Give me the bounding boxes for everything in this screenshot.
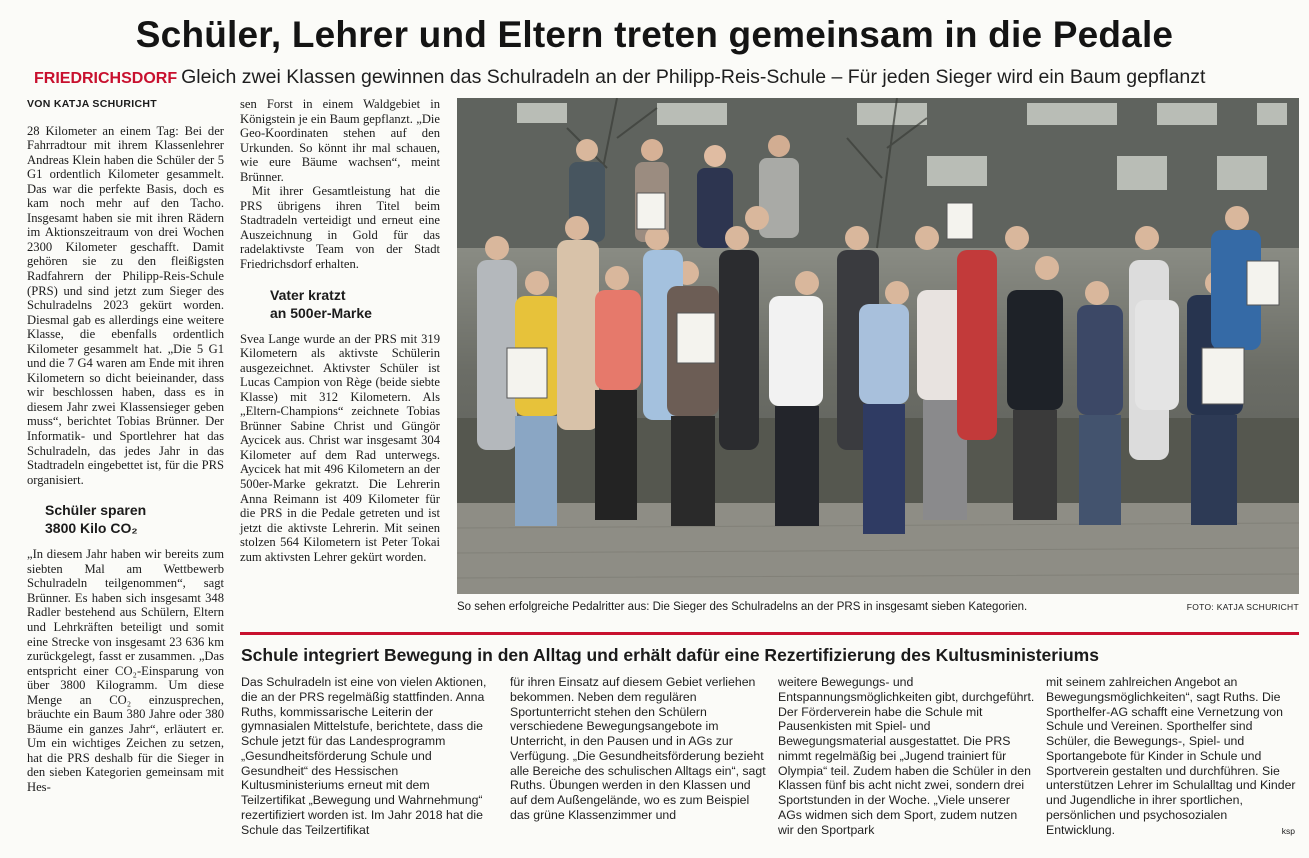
photo-credit: FOTO: KATJA SCHURICHT [1186, 602, 1299, 612]
subheading-line: Vater kratzt [270, 286, 346, 303]
paragraph: Mit ihrer Gesamtleistung hat die PRS übrigens ihren Titel beim Stadtradeln verteidigt und erneut eine Auszeichnung in Gold für das radelaktivste Team von der Stadt Friedrichsdorf erhalten. [240, 184, 440, 272]
article-column-1 [27, 97, 224, 795]
subheadline-text: Gleich zwei Klassen gewinnen das Schulradeln an der Philipp-Reis-Schule – Für jeden Sieger wird ein Baum gepflanzt [181, 66, 1206, 88]
subheadline [34, 66, 1304, 89]
photo-caption: So sehen erfolgreiche Pedalritter aus: Die Sieger des Schulradelns an der PRS in insgesamt sieben Kategorien. [457, 601, 1028, 613]
paragraph: „In diesem Jahr haben wir bereits zum siebten Mal am Wettbewerb Schulradeln teilgenommen“, sagt Brünner. Es haben sich insgesamt 348 Radler bestehend aus Schülern, Eltern und Lehrkräften beteiligt und somit eine Strecke von insgesamt 23 636 km zurückgelegt, fasst er zusammen. „Das entspricht einer CO₂-Einsparung von über 3800 Kilogramm. Um diese Menge an CO₂ einzusprechen, bräuchte ein Baum 380 Jahre oder 380 Bäume ein ganzes Jahr“, erläutert er. Um ein wichtiges Zeichen zu setzen, hat die PRS deshalb für die Sieger in den sieben Kategorien gemeinsam mit Hes- [27, 547, 224, 794]
paragraph: Das Schulradeln ist eine von vielen Aktionen, die an der PRS regelmäßig stattfinden. Anna Ruths, kommissarische Leiterin der gymnasialen Mittelstufe, berichtete, dass die Schule jetzt für das Landesprogramm „Gesundheitsförderung Schule und Gesundheit“ des Hessischen Kultusministeriums erneut mit dem Teilzertifikat „Bewegung und Wahrnehmung“ rezertifiziert worden ist. Im Jahr 2018 hat die Schule das Teilzertifikat [241, 675, 487, 837]
group-photo-illustration [457, 98, 1299, 594]
subheading [45, 501, 224, 537]
article-column-2 [240, 97, 440, 564]
paragraph: Svea Lange wurde an der PRS mit 319 Kilometern als aktivste Schülerin ausgezeichnet. Aktivster Schüler ist Lucas Campion von Rège (beide siebte Klasse) mit 312 Kilometern. Als „Eltern-Champions“ zeichnete Tobias Brünner Sabine Christ und Güngör Aycicek aus. Christ war insgesamt 304 Kilometer auf dem Rad unterwegs. Aycicek hat mit 496 Kilometern an der 500er-Marke gekratzt. Die Lehrerin Anna Reimann ist 409 Kilometer für die PRS in die Pedale getreten und ist jetzt die aktivste Lehrerin. Mit seinen stolzen 564 Kilometern ist Peter Tokai zum aktivsten Lehrer gekürt worden. [240, 331, 440, 564]
box-divider [240, 632, 1299, 635]
headline: Schüler, Lehrer und Eltern treten gemeinsam in die Pedale [135, 14, 1174, 55]
subheading-line: Schüler sparen [45, 502, 147, 519]
paragraph: für ihren Einsatz auf diesem Gebiet verliehen bekommen. Neben dem regulären Sportunterricht stehen den Schülern verschiedene Bewegungsangebote im Unterricht, in den Pausen und in AGs zur Verfügung. „Die Gesundheitsförderung bezieht alle Bereiche des schulischen Alltags ein“, sagt Ruths. Übungen werden in den Klassen und auf dem Außengelände, wo es zum Beispiel das grüne Klassenzimmer und [510, 675, 766, 822]
box-column-3 [778, 675, 1036, 837]
subheading [270, 286, 440, 322]
paragraph: mit seinem zahlreichen Angebot an Bewegungsmöglichkeiten“, sagt Ruths. Die Sporthelfer-AG schafft eine Vernetzung von Schule und Vereinen. Sporthelfer sind Schüler, die Bewegungs-, Spiel- und Sportangebote für Kinder in Schule und Sportverein gestalten und durchführen. Sie unterstützen Lehrer im Schulalltag und Kinder und Jugendliche in ihrer sportlichen, persönlichen und psychosozialen Entwicklung. [1046, 675, 1296, 837]
paragraph: weitere Bewegungs- und Entspannungsmöglichkeiten gibt, durchgeführt. Der Förderverein habe die Schule mit Pausenkisten mit Spiel- und Bewegungsmaterial ausgestattet. Die PRS nimmt regelmäßig bei „Jugend trainiert für Olympia“ teil. Zudem haben die Schüler in den Klassen fünf bis acht nicht zwei, sondern drei Sportstunden in der Woche. „Viele unserer AGs widmen sich dem Sport, zudem nutzen wir den Sportpark [778, 675, 1035, 837]
box-column-4 [1046, 675, 1296, 837]
group-photo [457, 98, 1299, 594]
box-column-2 [510, 675, 768, 823]
box-column-1 [241, 675, 496, 837]
subheading-line: 3800 Kilo CO₂ [45, 520, 138, 537]
dateline: FRIEDRICHSDORF [34, 70, 178, 87]
box-title: Schule integriert Bewegung in den Alltag und erhält dafür eine Rezertifizierung des Kultusministeriums [241, 645, 1099, 665]
subheading-line: an 500er-Marke [270, 304, 372, 321]
author-byline: VON KATJA SCHURICHT [27, 98, 157, 110]
box-signature: ksp [1281, 826, 1295, 836]
paragraph: 28 Kilometer an einem Tag: Bei der Fahrradtour mit ihrem Klassenlehrer Andreas Klein haben die Schüler der 5 G1 ordentlich Kilometer gesammelt. Das war die perfekte Basis, doch es kam noch mehr auf den Tacho. Insgesamt haben sie mit ihren Rädern im Aktionszeitraum von drei Wochen 2300 Kilometer geschafft. Damit gehören sie zu den fleißigsten Radfahrern der Philipp-Reis-Schule (PRS) und sind jetzt zum Sieger des Schulradelns 2023 gekürt worden. Diesmal gab es allerdings eine weitere Klasse, die ebenfalls ordentlich Kilometer gesammelt hat. „Die 5 G1 und die 7 G4 waren am Ende mit ihren Kilometern so dicht beieinander, dass wir beschlossen haben, dass es in diesem Jahr zwei Klassensieger geben muss“, berichtet Tobias Brünner. Der Informatik- und Sportlehrer hat das Schulradeln, das jedes Jahr in das Stadtradeln eingebettet ist, für die PRS organisiert. [27, 123, 224, 487]
paragraph: sen Forst in einem Waldgebiet in Königstein je ein Baum gepflanzt. „Die Geo-Koordinaten stehen auf den Urkunden. So könnt ihr mal schauen, wie eure Bäume wachsen“, meint Brünner. [240, 97, 440, 184]
